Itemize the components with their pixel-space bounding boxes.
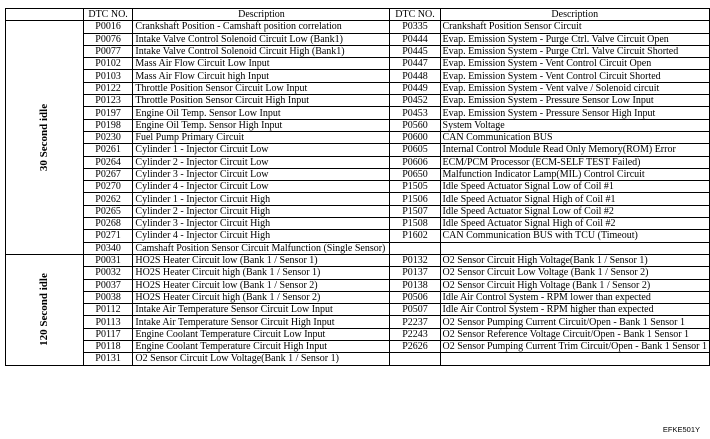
dtc-code-left: P0076 bbox=[83, 33, 133, 45]
dtc-code-left: P0103 bbox=[83, 70, 133, 82]
table-row bbox=[6, 316, 710, 328]
table-row bbox=[6, 267, 710, 279]
description-right: Evap. Emission System - Vent Control Circuit Shorted bbox=[440, 70, 709, 82]
dtc-code-left: P0118 bbox=[83, 341, 133, 353]
description-right: ECM/PCM Processor (ECM-SELF TEST Failed) bbox=[440, 156, 709, 168]
header-blank-cell bbox=[6, 9, 84, 21]
description-right: Crankshaft Position Sensor Circuit bbox=[440, 21, 709, 33]
dtc-code-left: P0264 bbox=[83, 156, 133, 168]
dtc-code-left: P0261 bbox=[83, 144, 133, 156]
description-right: Idle Speed Actuator Signal Low of Coil #2 bbox=[440, 205, 709, 217]
dtc-code-left: P0038 bbox=[83, 291, 133, 303]
description-left: Cylinder 4 - Injector Circuit Low bbox=[133, 181, 390, 193]
dtc-code-right: P0453 bbox=[390, 107, 440, 119]
dtc-code-left: P0270 bbox=[83, 181, 133, 193]
dtc-code-right: P0452 bbox=[390, 95, 440, 107]
table-row bbox=[6, 353, 710, 365]
description-left: HO2S Heater Circuit high (Bank 1 / Sensor 1) bbox=[133, 267, 390, 279]
dtc-code-right: P0445 bbox=[390, 45, 440, 57]
dtc-code-left: P0123 bbox=[83, 95, 133, 107]
table-row bbox=[6, 205, 710, 217]
dtc-code-left: P0230 bbox=[83, 131, 133, 143]
description-right: O2 Sensor Circuit High Voltage(Bank 1 / Sensor 1) bbox=[440, 254, 709, 266]
dtc-table bbox=[5, 8, 710, 366]
group-label: 30 Second idle bbox=[37, 103, 50, 172]
description-left: Engine Coolant Temperature Circuit High Input bbox=[133, 341, 390, 353]
header-description-left: Description bbox=[133, 9, 390, 21]
table-row bbox=[6, 33, 710, 45]
table-row bbox=[6, 131, 710, 143]
dtc-code-right: P0650 bbox=[390, 168, 440, 180]
dtc-code-right: P0138 bbox=[390, 279, 440, 291]
description-left: Engine Oil Temp. Sensor High Input bbox=[133, 119, 390, 131]
description-right bbox=[440, 353, 709, 365]
dtc-code-right: P1602 bbox=[390, 230, 440, 242]
dtc-code-right: P0449 bbox=[390, 82, 440, 94]
description-right: Evap. Emission System - Purge Ctrl. Valve Circuit Shorted bbox=[440, 45, 709, 57]
description-left: Intake Air Temperature Sensor Circuit Low Input bbox=[133, 304, 390, 316]
table-row bbox=[6, 279, 710, 291]
description-left: Cylinder 2 - Injector Circuit High bbox=[133, 205, 390, 217]
description-left: Camshaft Position Sensor Circuit Malfunction (Single Sensor) bbox=[133, 242, 390, 254]
description-right: System Voltage bbox=[440, 119, 709, 131]
table-row bbox=[6, 242, 710, 254]
description-left: Cylinder 1 - Injector Circuit Low bbox=[133, 144, 390, 156]
dtc-code-right: P0507 bbox=[390, 304, 440, 316]
dtc-code-right: P0335 bbox=[390, 21, 440, 33]
dtc-code-right: P2237 bbox=[390, 316, 440, 328]
description-right: Idle Air Control System - RPM higher than expected bbox=[440, 304, 709, 316]
description-right: Idle Air Control System - RPM lower than expected bbox=[440, 291, 709, 303]
dtc-code-right: P0448 bbox=[390, 70, 440, 82]
dtc-code-left: P0268 bbox=[83, 218, 133, 230]
group-label: 120 Second idle bbox=[37, 273, 50, 347]
dtc-code-left: P0271 bbox=[83, 230, 133, 242]
dtc-code-left: P0131 bbox=[83, 353, 133, 365]
description-right: Idle Speed Actuator Signal High of Coil #2 bbox=[440, 218, 709, 230]
description-right: Evap. Emission System - Pressure Sensor High Input bbox=[440, 107, 709, 119]
description-right: Malfunction Indicator Lamp(MIL) Control Circuit bbox=[440, 168, 709, 180]
dtc-code-left: P0198 bbox=[83, 119, 133, 131]
dtc-code-left: P0340 bbox=[83, 242, 133, 254]
header-description-right: Description bbox=[440, 9, 709, 21]
table-row bbox=[6, 230, 710, 242]
description-left: Cylinder 1 - Injector Circuit High bbox=[133, 193, 390, 205]
description-right: O2 Sensor Reference Voltage Circuit/Open - Bank 1 Sensor 1 bbox=[440, 328, 709, 340]
dtc-code-right: P1507 bbox=[390, 205, 440, 217]
header-dtc-right: DTC NO. bbox=[390, 9, 440, 21]
dtc-code-right: P0444 bbox=[390, 33, 440, 45]
dtc-code-left: P0077 bbox=[83, 45, 133, 57]
table-row bbox=[6, 58, 710, 70]
description-left: HO2S Heater Circuit low (Bank 1 / Sensor 1) bbox=[133, 254, 390, 266]
dtc-code-left: P0267 bbox=[83, 168, 133, 180]
table-row bbox=[6, 95, 710, 107]
description-left: HO2S Heater Circuit low (Bank 1 / Sensor 2) bbox=[133, 279, 390, 291]
dtc-code-right: P1508 bbox=[390, 218, 440, 230]
dtc-code-left: P0031 bbox=[83, 254, 133, 266]
description-right: Evap. Emission System - Vent Control Circuit Open bbox=[440, 58, 709, 70]
description-right: Internal Control Module Read Only Memory(ROM) Error bbox=[440, 144, 709, 156]
description-right: CAN Communication BUS with TCU (Timeout) bbox=[440, 230, 709, 242]
description-right: Evap. Emission System - Purge Ctrl. Valve Circuit Open bbox=[440, 33, 709, 45]
figure-code: EFKE501Y bbox=[662, 425, 700, 434]
dtc-code-left: P0197 bbox=[83, 107, 133, 119]
table-row bbox=[6, 70, 710, 82]
description-right bbox=[440, 242, 709, 254]
dtc-code-right: P1505 bbox=[390, 181, 440, 193]
dtc-code-left: P0265 bbox=[83, 205, 133, 217]
table-row bbox=[6, 21, 710, 33]
table-row bbox=[6, 341, 710, 353]
dtc-code-right bbox=[390, 353, 440, 365]
table-row bbox=[6, 291, 710, 303]
description-left: Crankshaft Position - Camshaft position correlation bbox=[133, 21, 390, 33]
dtc-code-right: P0506 bbox=[390, 291, 440, 303]
table-row bbox=[6, 144, 710, 156]
description-left: Cylinder 3 - Injector Circuit High bbox=[133, 218, 390, 230]
table-row bbox=[6, 107, 710, 119]
description-left: Fuel Pump Primary Circuit bbox=[133, 131, 390, 143]
description-right: O2 Sensor Pumping Current Circuit/Open - Bank 1 Sensor 1 bbox=[440, 316, 709, 328]
group-label-cell bbox=[6, 254, 84, 365]
dtc-code-right: P0605 bbox=[390, 144, 440, 156]
dtc-code-left: P0016 bbox=[83, 21, 133, 33]
description-left: O2 Sensor Circuit Low Voltage(Bank 1 / Sensor 1) bbox=[133, 353, 390, 365]
dtc-table-body bbox=[6, 21, 710, 365]
description-right: O2 Sensor Circuit Low Voltage (Bank 1 / Sensor 2) bbox=[440, 267, 709, 279]
description-left: Cylinder 4 - Injector Circuit High bbox=[133, 230, 390, 242]
table-row bbox=[6, 181, 710, 193]
table-row bbox=[6, 156, 710, 168]
header-dtc-left: DTC NO. bbox=[83, 9, 133, 21]
description-left: Engine Oil Temp. Sensor Low Input bbox=[133, 107, 390, 119]
description-left: Mass Air Flow Circuit Low Input bbox=[133, 58, 390, 70]
description-right: Idle Speed Actuator Signal High of Coil #1 bbox=[440, 193, 709, 205]
group-label-cell bbox=[6, 21, 84, 255]
dtc-code-right: P0137 bbox=[390, 267, 440, 279]
dtc-code-right: P2626 bbox=[390, 341, 440, 353]
dtc-code-left: P0037 bbox=[83, 279, 133, 291]
table-row bbox=[6, 193, 710, 205]
description-right: Idle Speed Actuator Signal Low of Coil #1 bbox=[440, 181, 709, 193]
table-header-row bbox=[6, 9, 710, 21]
dtc-code-right: P0600 bbox=[390, 131, 440, 143]
table-row bbox=[6, 304, 710, 316]
description-right: O2 Sensor Circuit High Voltage (Bank 1 / Sensor 2) bbox=[440, 279, 709, 291]
dtc-code-left: P0112 bbox=[83, 304, 133, 316]
dtc-code-left: P0122 bbox=[83, 82, 133, 94]
table-row bbox=[6, 45, 710, 57]
dtc-code-right: P0132 bbox=[390, 254, 440, 266]
dtc-code-left: P0262 bbox=[83, 193, 133, 205]
table-row bbox=[6, 82, 710, 94]
dtc-code-left: P0032 bbox=[83, 267, 133, 279]
description-left: Intake Valve Control Solenoid Circuit Low (Bank1) bbox=[133, 33, 390, 45]
description-left: Throttle Position Sensor Circuit Low Input bbox=[133, 82, 390, 94]
description-left: HO2S Heater Circuit high (Bank 1 / Sensor 2) bbox=[133, 291, 390, 303]
table-row bbox=[6, 168, 710, 180]
dtc-code-right: P0560 bbox=[390, 119, 440, 131]
description-left: Cylinder 3 - Injector Circuit Low bbox=[133, 168, 390, 180]
dtc-code-left: P0113 bbox=[83, 316, 133, 328]
description-right: Evap. Emission System - Pressure Sensor Low Input bbox=[440, 95, 709, 107]
description-left: Mass Air Flow Circuit high Input bbox=[133, 70, 390, 82]
description-left: Cylinder 2 - Injector Circuit Low bbox=[133, 156, 390, 168]
description-left: Intake Valve Control Solenoid Circuit High (Bank1) bbox=[133, 45, 390, 57]
dtc-code-right bbox=[390, 242, 440, 254]
dtc-code-left: P0117 bbox=[83, 328, 133, 340]
table-row bbox=[6, 119, 710, 131]
dtc-code-right: P1506 bbox=[390, 193, 440, 205]
description-right: O2 Sensor Pumping Current Trim Circuit/Open - Bank 1 Sensor 1 bbox=[440, 341, 709, 353]
description-left: Engine Coolant Temperature Circuit Low Input bbox=[133, 328, 390, 340]
table-row bbox=[6, 218, 710, 230]
dtc-code-right: P0447 bbox=[390, 58, 440, 70]
table-row bbox=[6, 254, 710, 266]
description-left: Throttle Position Sensor Circuit High Input bbox=[133, 95, 390, 107]
description-left: Intake Air Temperature Sensor Circuit High Input bbox=[133, 316, 390, 328]
table-row bbox=[6, 328, 710, 340]
description-right: CAN Communication BUS bbox=[440, 131, 709, 143]
dtc-code-right: P0606 bbox=[390, 156, 440, 168]
description-right: Evap. Emission System - Vent valve / Solenoid circuit bbox=[440, 82, 709, 94]
dtc-code-right: P2243 bbox=[390, 328, 440, 340]
dtc-code-left: P0102 bbox=[83, 58, 133, 70]
